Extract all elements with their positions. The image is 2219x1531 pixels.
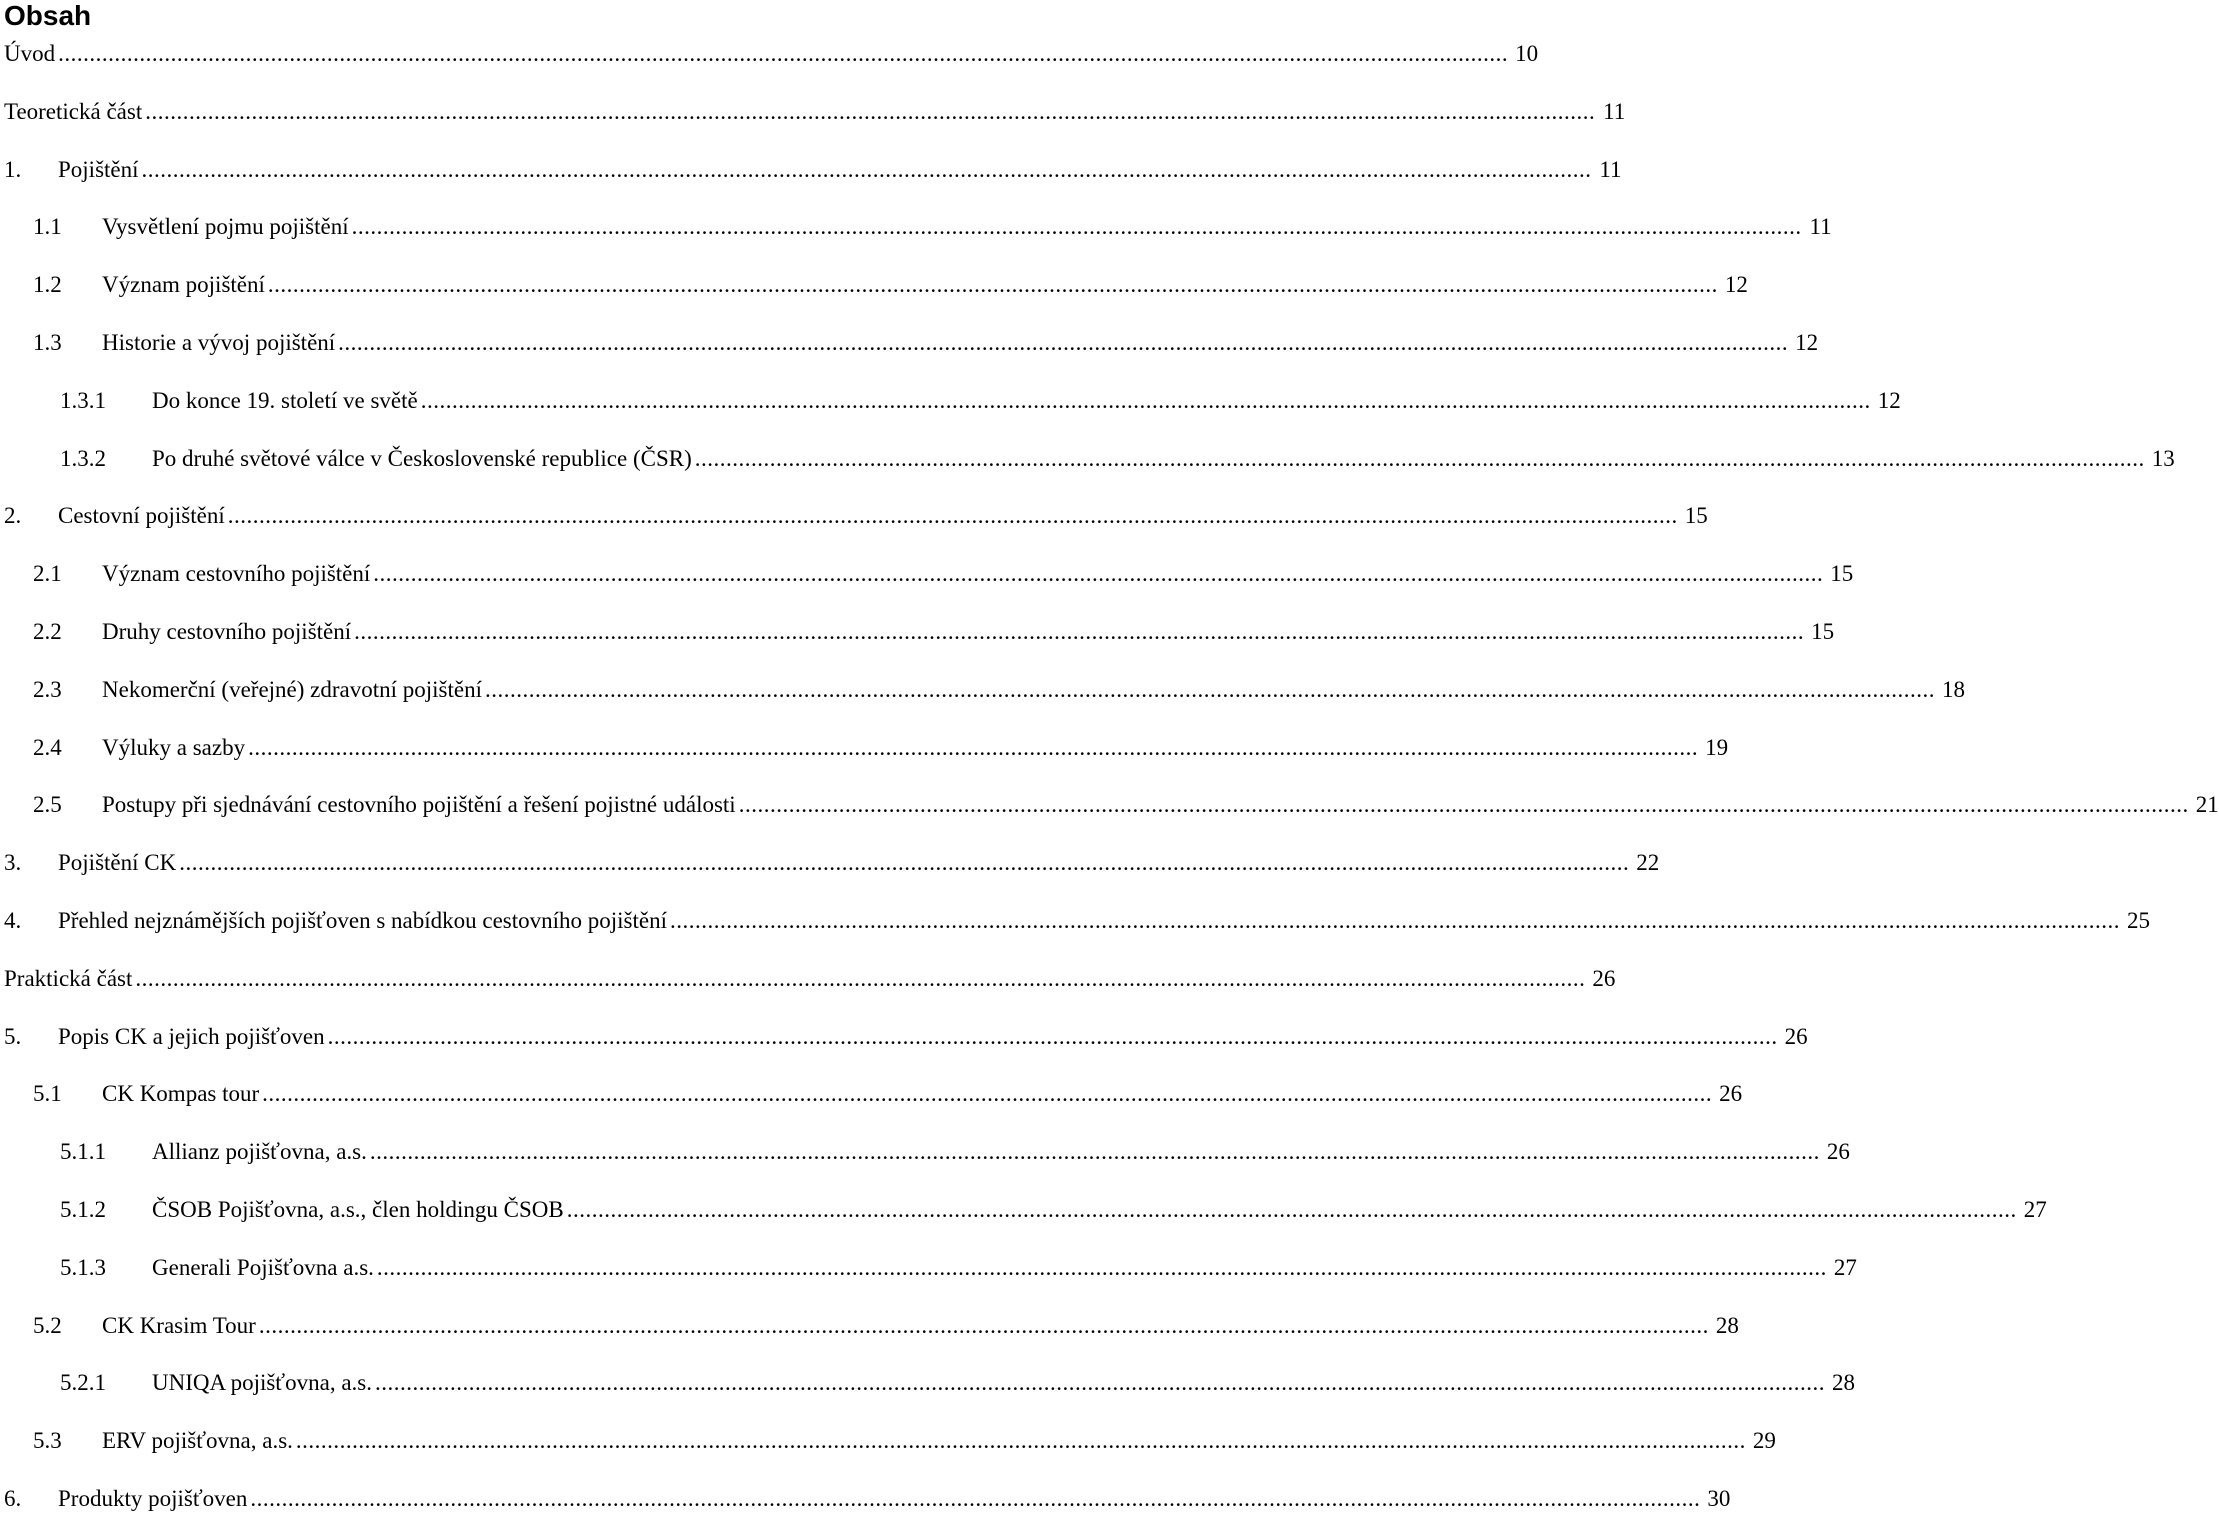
toc-entry-number: 5. [4,1023,22,1049]
toc-entry[interactable] [0,1415,1776,1473]
toc-entry-title: Nekomerční (veřejné) zdravotní pojištění [102,676,482,702]
toc-dot-leader: ........................................................................................................................................................................................................................................ [262,1081,1713,1107]
toc-entry-title: Pojištění [58,156,139,182]
toc-dot-leader: ........................................................................................................................................................................................................................................ [227,503,1678,529]
toc-entry[interactable] [0,664,1965,722]
toc-entry-title: Druhy cestovního pojištění [102,618,352,644]
toc-dot-leader: ........................................................................................................................................................................................................................................ [354,618,1805,644]
toc-entry-page-number: 12 [1877,387,1901,413]
toc-entry[interactable] [0,433,2175,491]
toc-entry[interactable] [0,375,1901,433]
toc-entry-page-number: 26 [1719,1081,1743,1107]
toc-entry[interactable] [0,144,1622,202]
toc-entry-page-number: 27 [2023,1196,2047,1222]
toc-entry-number: 1.1 [33,214,62,240]
toc-entry-number: 5.2 [33,1312,62,1338]
toc-entry-page-number: 11 [1603,98,1626,124]
toc-entry-page-number: 11 [1809,214,1832,240]
toc-entry[interactable] [0,1068,1743,1126]
toc-entry[interactable] [0,1300,1739,1358]
toc-dot-leader: ........................................................................................................................................................................................................................................ [258,1312,1709,1338]
toc-dot-leader: ........................................................................................................................................................................................................................................ [670,907,2120,933]
toc-entry-title: ČSOB Pojišťovna, a.s., člen holdingu ČSOB [152,1196,564,1222]
toc-entry-number: 4. [4,907,22,933]
toc-entry-number: 1.3.2 [60,445,106,471]
toc-entry-number: 2.3 [33,676,62,702]
toc-entry-title: Přehled nejznámějších pojišťoven s nabídkou cestovního pojištění [58,907,667,933]
toc-entry-page-number: 30 [1707,1485,1731,1511]
toc-dot-leader: ........................................................................................................................................................................................................................................ [141,156,1592,182]
toc-entry[interactable] [0,1473,1731,1531]
toc-entry[interactable] [0,1357,1856,1415]
toc-entry-page-number: 26 [1592,965,1616,991]
toc-entry-page-number: 12 [1795,329,1819,355]
toc-entry-number: 1.3 [33,329,62,355]
toc-entry-number: 1.3.1 [60,387,106,413]
toc-dot-leader: ........................................................................................................................................................................................................................................ [420,387,1871,413]
toc-dot-leader: ........................................................................................................................................................................................................................................ [373,561,1824,587]
toc-dot-leader: ........................................................................................................................................................................................................................................ [338,329,1789,355]
toc-entry-title: CK Krasim Tour [102,1312,256,1338]
toc-entry-title: Po druhé světové válce v Československé republice (ČSR) [152,445,692,471]
toc-entry-title: Význam pojištění [102,272,265,298]
toc-entry-number: 2.5 [33,792,62,818]
toc-entry[interactable] [0,1184,2047,1242]
toc-entry-title: Generali Pojišťovna a.s. [152,1254,374,1280]
toc-dot-leader: ........................................................................................................................................................................................................................................ [738,792,2189,818]
toc-entry[interactable] [0,317,1819,375]
toc-entry-number: 5.1.2 [60,1196,106,1222]
toc-entry-page-number: 18 [1942,676,1965,702]
toc-entry-title: Cestovní pojištění [58,503,225,529]
toc-entry[interactable] [0,837,1660,895]
toc-dot-leader: ........................................................................................................................................................................................................................................ [179,850,1630,876]
toc-entry[interactable] [0,548,1854,606]
toc-dot-leader: ........................................................................................................................................................................................................................................ [267,272,1718,298]
toc-entry-title: Vysvětlení pojmu pojištění [102,214,349,240]
toc-entry-title: Význam cestovního pojištění [102,561,371,587]
toc-entry[interactable] [0,86,1626,144]
toc-dot-leader: ........................................................................................................................................................................................................................................ [351,214,1802,240]
toc-entry-page-number: 27 [1833,1254,1857,1280]
toc-entry-page-number: 21 [2195,792,2219,818]
toc-entry-number: 5.1 [33,1081,62,1107]
toc-entry-title: Úvod [4,41,56,66]
toc-entry-page-number: 26 [1784,1023,1808,1049]
toc-entry[interactable] [0,490,1708,548]
toc-dot-leader: ........................................................................................................................................................................................................................................ [135,965,1586,991]
toc-entry-page-number: 19 [1705,734,1729,760]
toc-entry-page-number: 26 [1826,1139,1850,1165]
toc-entry-page-number: 15 [1684,503,1708,529]
toc-entry-page-number: 13 [2151,445,2175,471]
toc-entry-number: 2. [4,503,22,529]
toc-entry[interactable] [0,953,1616,1011]
toc-entry-title: Popis CK a jejich pojišťoven [58,1023,325,1049]
toc-entry-title: Teoretická část [4,98,143,124]
toc-entry-page-number: 28 [1832,1370,1856,1396]
toc-dot-leader: ........................................................................................................................................................................................................................................ [327,1023,1778,1049]
toc-entry-title: Historie a vývoj pojištění [102,329,336,355]
toc-entry[interactable] [0,259,1748,317]
toc-entry-title: Produkty pojišťoven [58,1485,248,1511]
toc-dot-leader: ........................................................................................................................................................................................................................................ [248,734,1699,760]
toc-entry-title: ERV pojišťovna, a.s. [102,1428,293,1454]
toc-dot-leader: ........................................................................................................................................................................................................................................ [295,1428,1746,1454]
toc-dot-leader: ........................................................................................................................................................................................................................................ [694,445,2145,471]
toc-entry-title: Allianz pojišťovna, a.s. [152,1139,367,1165]
toc-entry[interactable] [0,1242,1857,1300]
toc-entry[interactable] [0,1011,1808,1069]
toc-entry-page-number: 12 [1724,272,1748,298]
toc-entry-number: 2.1 [33,561,62,587]
toc-dot-leader: ........................................................................................................................................................................................................................................ [375,1370,1826,1396]
toc-dot-leader: ........................................................................................................................................................................................................................................ [485,676,1935,702]
toc-dot-leader: ........................................................................................................................................................................................................................................ [145,98,1596,124]
toc-entry-title: Do konce 19. století ve světě [152,387,418,413]
toc-entry-title: Výluky a sazby [102,734,246,760]
toc-entry-page-number: 11 [1599,156,1622,182]
table-of-contents [0,28,2219,1531]
toc-entry[interactable] [0,201,1832,259]
toc-entry-page-number: 28 [1715,1312,1739,1338]
toc-entry-number: 2.4 [33,734,62,760]
toc-entry-title: Pojištění CK [58,850,177,876]
toc-entry-number: 6. [4,1485,22,1511]
toc-entry-page-number: 15 [1830,561,1854,587]
toc-entry-page-number: 22 [1636,850,1660,876]
toc-entry[interactable] [0,779,2219,837]
toc-dot-leader: ........................................................................................................................................................................................................................................ [58,41,1509,66]
toc-entry-page-number: 15 [1811,618,1835,644]
toc-entry-number: 5.3 [33,1428,62,1454]
toc-entry-page-number: 25 [2127,907,2150,933]
toc-entry[interactable] [0,1126,1850,1184]
toc-entry-title: Praktická část [4,965,133,991]
toc-entry-number: 2.2 [33,618,62,644]
toc-entry-number: 5.2.1 [60,1370,106,1396]
toc-entry[interactable] [0,606,1835,664]
toc-entry[interactable] [0,722,1729,780]
toc-entry-number: 3. [4,850,22,876]
toc-entry-number: 1. [4,156,22,182]
toc-entry-page-number: 29 [1752,1428,1776,1454]
toc-entry-title: Postupy při sjednávání cestovního pojištění a řešení pojistné události [102,792,736,818]
toc-entry-number: 5.1.1 [60,1139,106,1165]
toc-entry-title: UNIQA pojišťovna, a.s. [152,1370,373,1396]
toc-dot-leader: ........................................................................................................................................................................................................................................ [376,1254,1827,1280]
toc-dot-leader: ........................................................................................................................................................................................................................................ [566,1196,2017,1222]
toc-entry-number: 1.2 [33,272,62,298]
toc-entry-number: 5.1.3 [60,1254,106,1280]
toc-entry[interactable] [0,895,2150,953]
toc-dot-leader: ........................................................................................................................................................................................................................................ [369,1139,1820,1165]
toc-entry-title: CK Kompas tour [102,1081,260,1107]
toc-dot-leader: ........................................................................................................................................................................................................................................ [250,1485,1701,1511]
page-title: Obsah [4,0,92,31]
toc-entry-page-number: 10 [1515,41,1539,66]
toc-entry[interactable] [0,28,1539,86]
